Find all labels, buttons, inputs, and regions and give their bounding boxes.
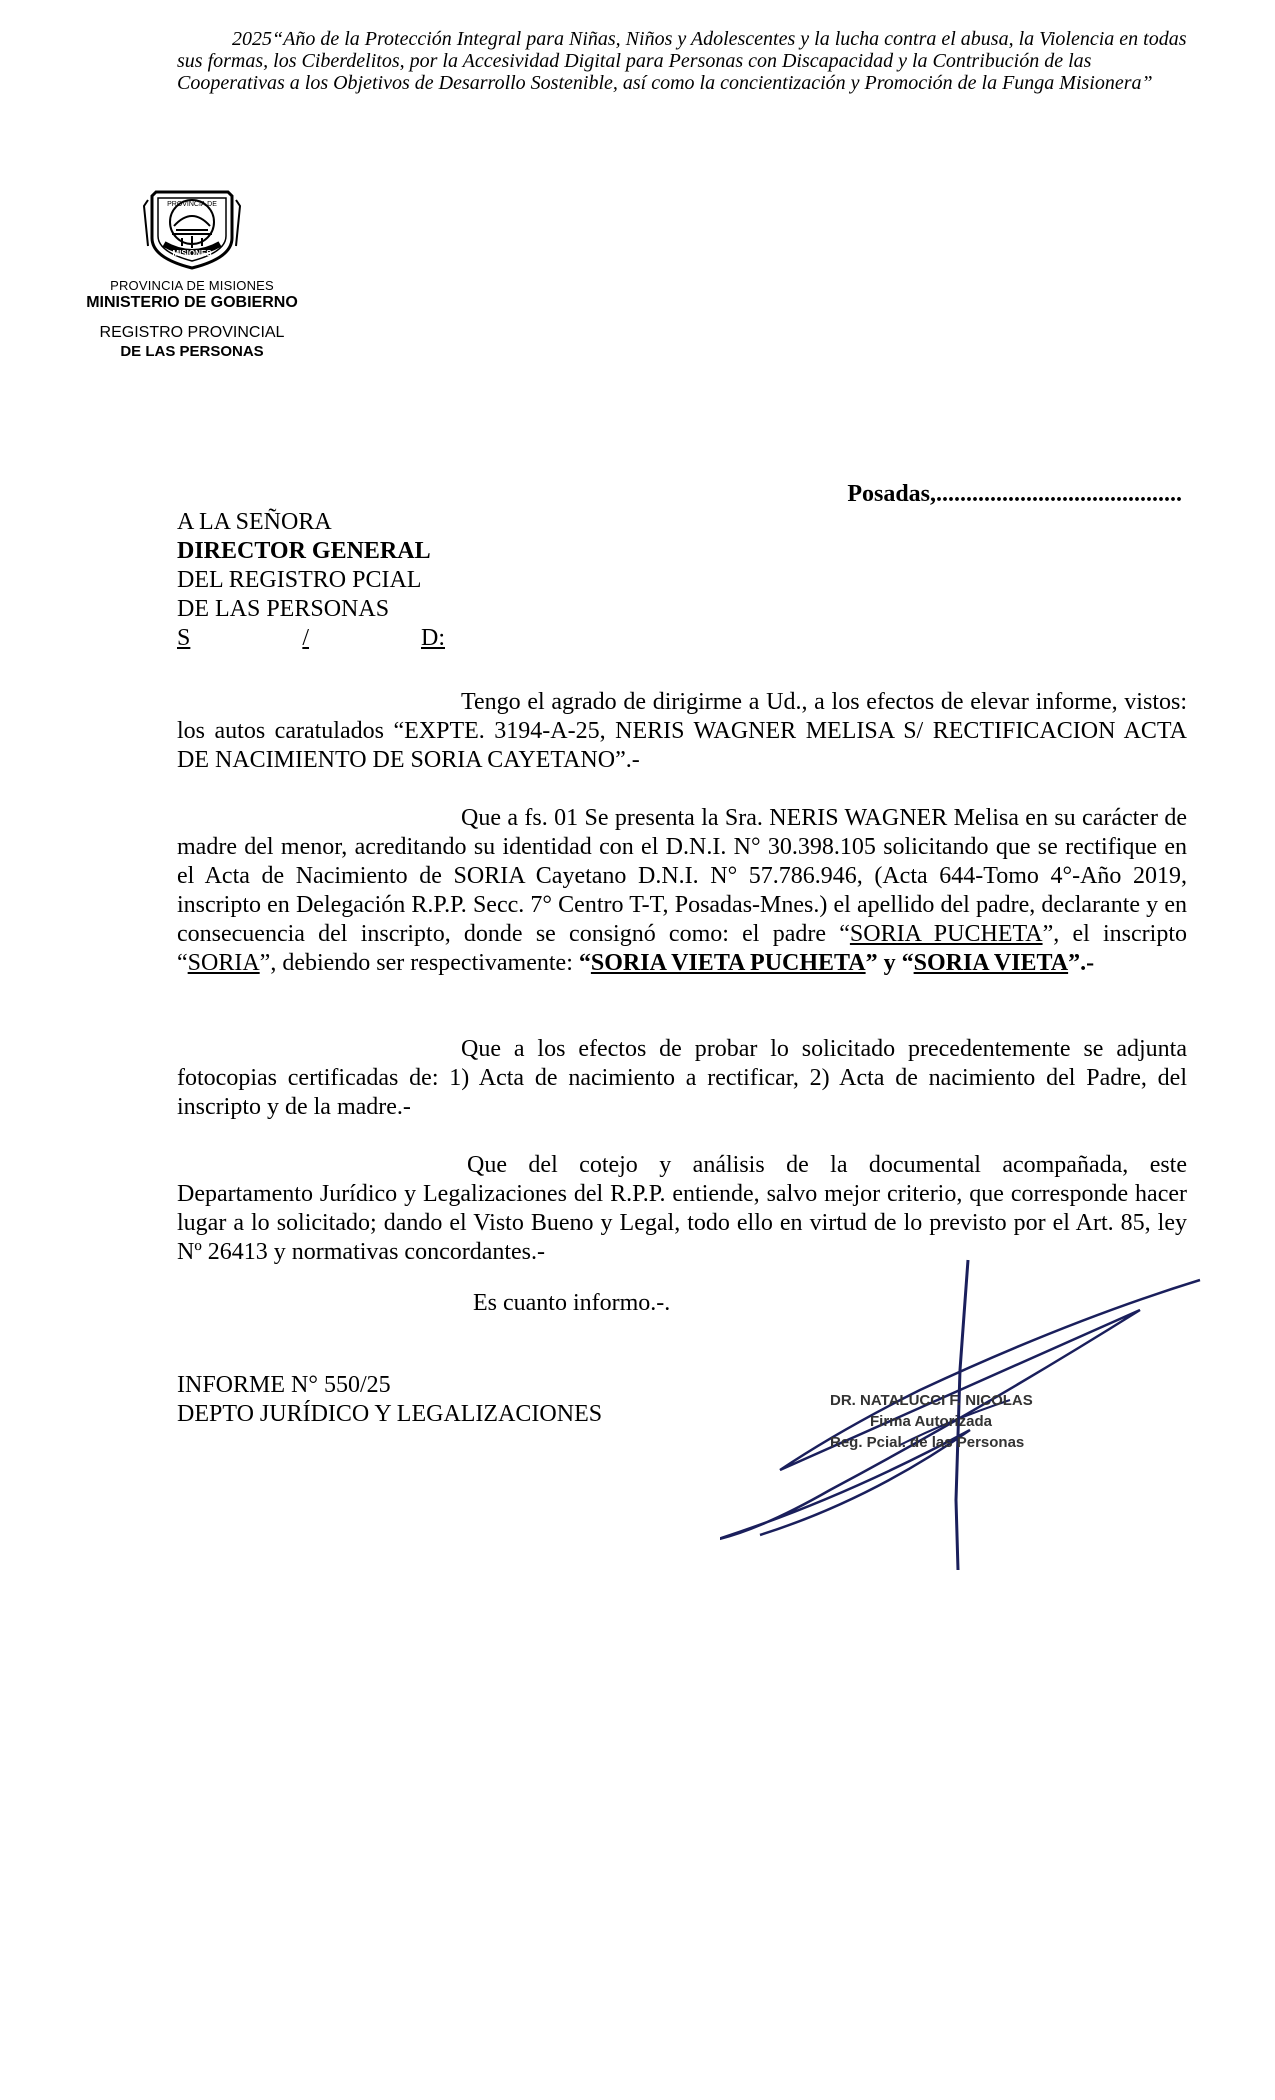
seal-text-top: PROVINCIA DE — [167, 201, 217, 208]
report-number: INFORME N° 550/25 — [177, 1372, 391, 1398]
ministry-logo — [72, 186, 312, 360]
p2-end: ”.- — [1068, 950, 1095, 976]
sd-s: S — [177, 625, 191, 651]
stamp-name: DR. NATALUCCI F. NICOLAS — [830, 1392, 1033, 1409]
paragraph-4: Que del cotejo y análisis de la documental acompañada, este Departamento Jurídico y Legalizaciones del R.P.P. entiende, salvo mejor criterio, que corresponde hacer lugar a lo solicitado; dando el Visto Bueno y Legal, todo ello en virtud de lo previsto por el Art. 85, ley Nº 26413 y normativas concordantes.- — [177, 1152, 1187, 1265]
p2-q2: ” y “ — [865, 950, 914, 976]
p2-corrected-child: SORIA VIETA — [913, 950, 1069, 976]
seal-text-bottom: MISIONES — [172, 249, 212, 258]
sd-d: D: — [421, 625, 445, 651]
p2-child-surname: SORIA — [187, 950, 260, 976]
stamp-role: Firma Autorizada — [870, 1413, 992, 1430]
logo-province: PROVINCIA DE MISIONES — [110, 278, 274, 293]
p2-text-a: Que a fs. 01 Se presenta la Sra. NERIS WAGNER Melisa en su carácter de madre del menor, acreditando su identidad con el D.N.I. N° 30.398.105 solicitando que se rectifique en el Acta de Nacimiento de SORIA Cayetano D.N.I. N° 57.786.946, (Acta 644-Tomo 4°-Año 2019, inscripto en Delegación R.P.P. Secc. 7° Centro T-T, Posadas-Mnes.) el apellido del padre, declarante y en consecuencia del inscripto, donde se consignó como: el padre “ — [177, 805, 1187, 947]
signature-block — [720, 1380, 1080, 1560]
header-motto — [177, 28, 1187, 94]
addressee-block — [177, 508, 445, 653]
header-motto-text: 2025“Año de la Protección Integral para Niñas, Niños y Adolescentes y la lucha contra el abusa, la Violencia en todas sus formas, los Ciberdelitos, por la Accesividad Digital para Personas con Discapacidad y la Contribución de las Cooperativas a los Objetivos de Desarrollo Sostenible, así como la concientización y Promoción de la Funga Misionera” — [177, 28, 1187, 94]
addressee-title: DIRECTOR GENERAL — [177, 538, 431, 564]
paragraph-1: Tengo el agrado de dirigirme a Ud., a los efectos de elevar informe, vistos: los autos caratulados “EXPTE. 3194-A-25, NERIS WAGNER MELISA S/ RECTIFICACION ACTA DE NACIMIENTO DE SORIA CAYETANO”.- — [177, 689, 1187, 773]
report-department: DEPTO JURÍDICO Y LEGALIZACIONES — [177, 1401, 603, 1427]
place-date: Posadas,......................................... — [847, 481, 1182, 507]
addressee-line1: A LA SEÑORA — [177, 509, 332, 535]
stamp-office: Reg. Pcial. de las Personas — [830, 1434, 1025, 1451]
addressee-line4: DE LAS PERSONAS — [177, 596, 390, 622]
paragraph-2 — [177, 804, 1187, 978]
report-block — [177, 1371, 602, 1429]
paragraph-3: Que a los efectos de probar lo solicitado precedentemente se adjunta fotocopias certificadas de: 1) Acta de nacimiento a rectificar, 2) Acta de nacimiento del Padre, del inscripto y de la madre.- — [177, 1036, 1187, 1120]
logo-registry-line2: DE LAS PERSONAS — [120, 343, 264, 360]
signature-stamp — [830, 1390, 1033, 1453]
p2-q1: “ — [578, 950, 591, 976]
p2-corrected-father: SORIA VIETA PUCHETA — [590, 950, 866, 976]
p2-text-c: ”, debiendo ser respectivamente: — [259, 950, 579, 976]
p2-text-b: ”, el inscripto “ — [177, 921, 1187, 976]
addressee-line3: DEL REGISTRO PCIAL — [177, 567, 422, 593]
sd-slash: / — [302, 625, 310, 651]
logo-ministry: MINISTERIO DE GOBIERNO — [86, 294, 298, 311]
closing-text: Es cuanto informo.-. — [473, 1290, 671, 1316]
sd-line — [177, 624, 445, 653]
provincial-seal-icon — [142, 186, 242, 272]
p2-father-surname: SORIA PUCHETA — [849, 921, 1043, 947]
logo-registry-line1: REGISTRO PROVINCIAL — [99, 324, 285, 341]
